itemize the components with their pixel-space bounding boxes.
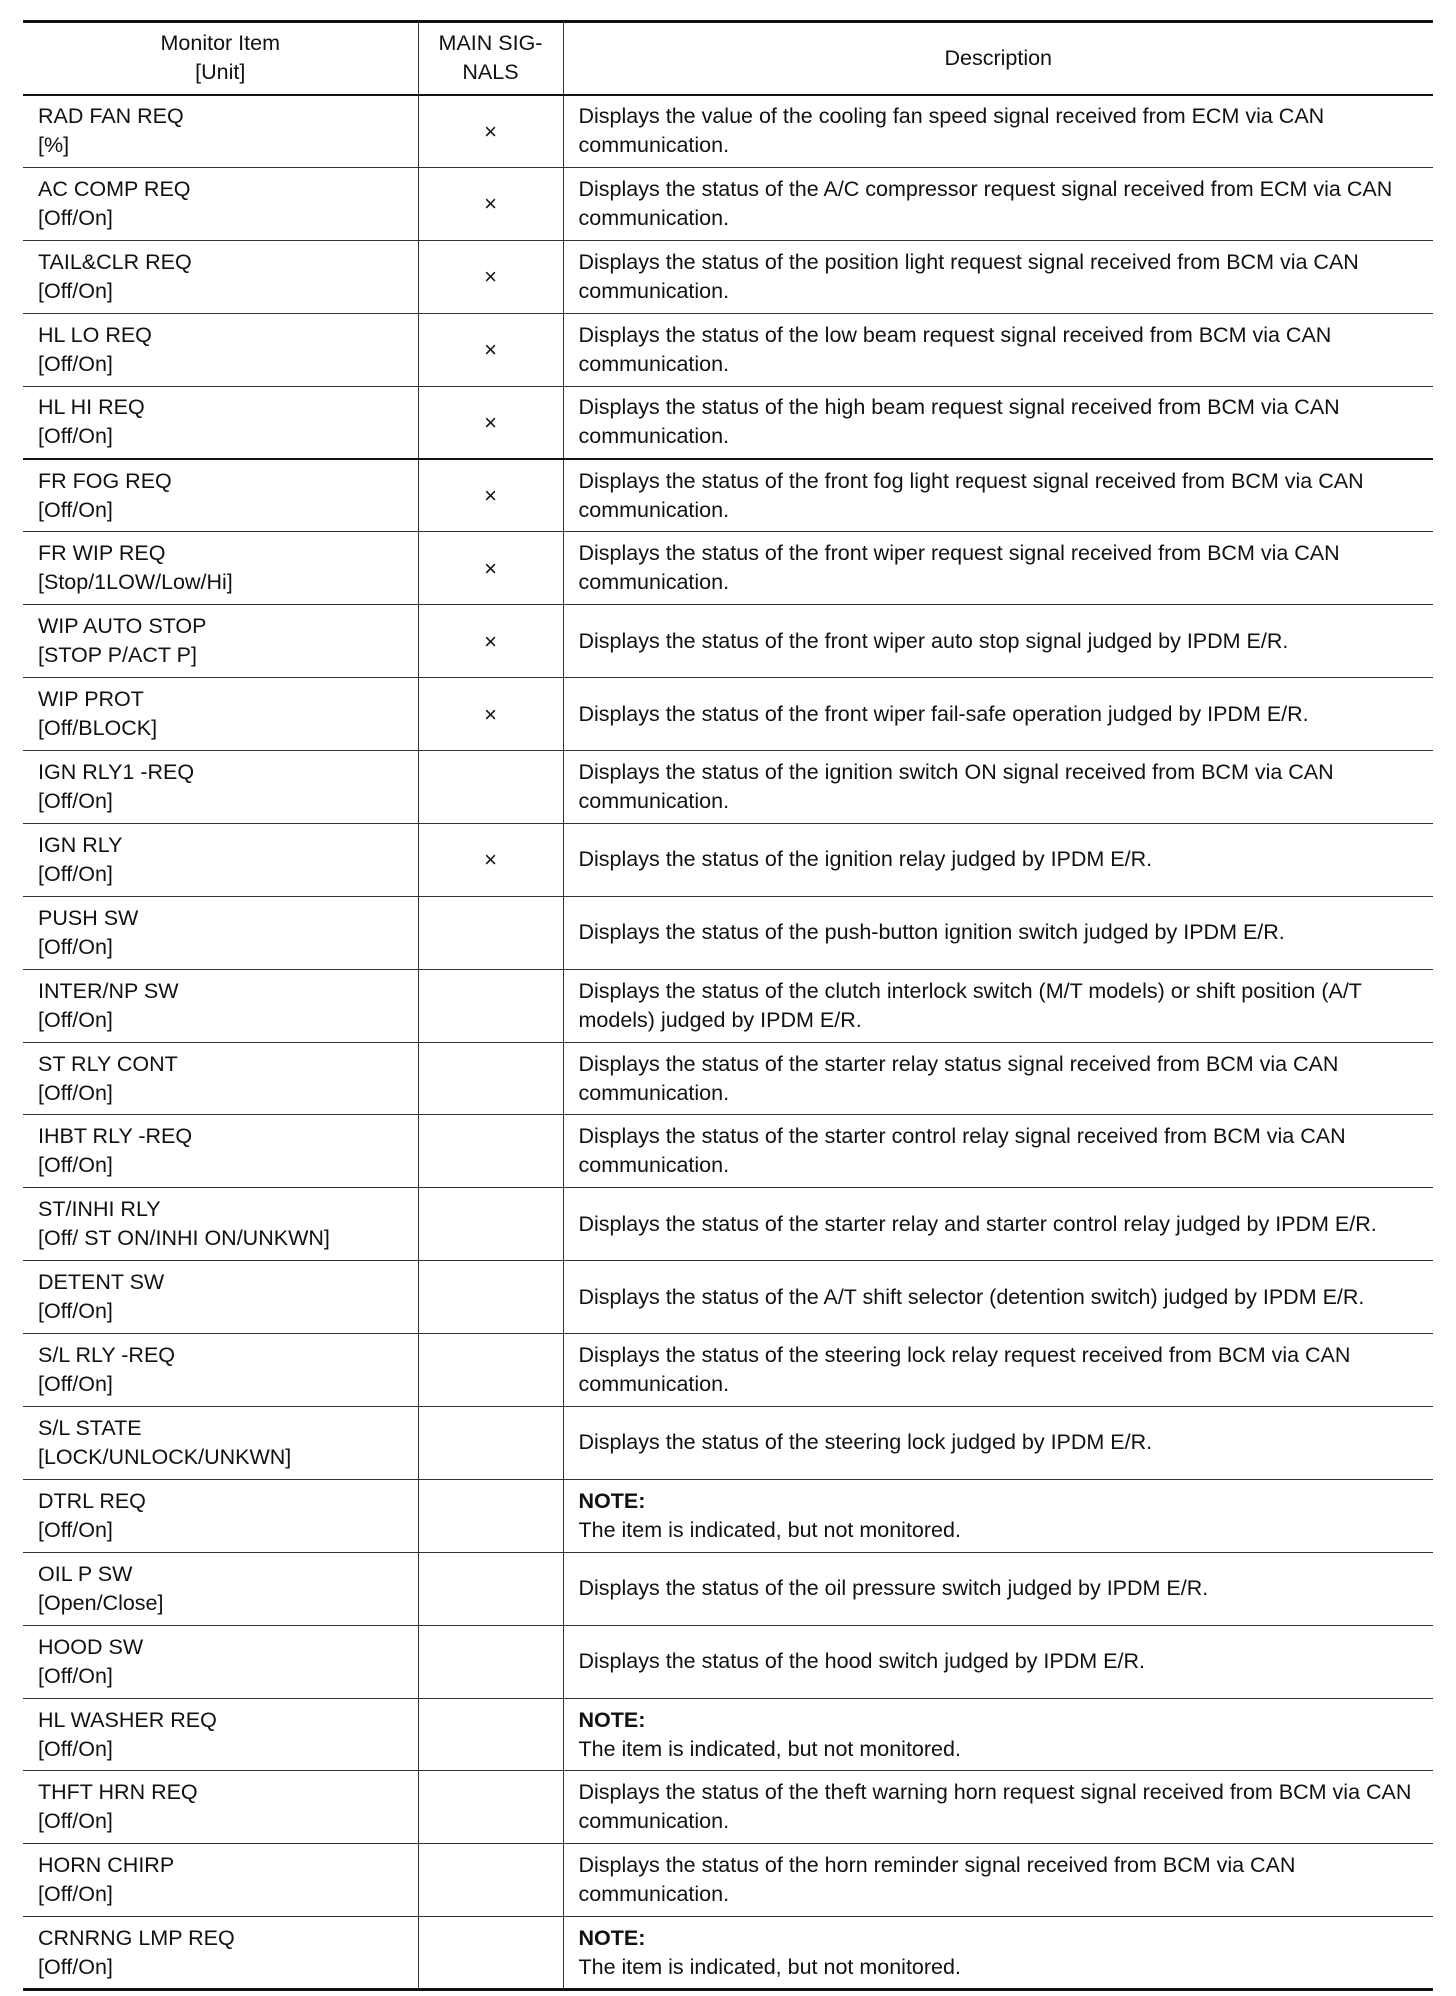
- monitor-item-name: ST RLY CONT: [38, 1051, 178, 1076]
- monitor-item-name: S/L RLY -REQ: [38, 1343, 176, 1368]
- description-text: The item is indicated, but not monitored.: [578, 1736, 961, 1761]
- description-text: Displays the status of the hood switch judged by IPDM E/R.: [578, 1649, 1145, 1674]
- monitor-item-name: INTER/NP SW: [38, 978, 179, 1003]
- monitor-item-cell: [23, 1479, 418, 1552]
- monitor-item-name: HL WASHER REQ: [38, 1707, 217, 1732]
- description-cell: [563, 459, 1433, 532]
- header-main-signals-line1: MAIN SIG-: [438, 31, 543, 56]
- main-signal-mark: [418, 1625, 563, 1698]
- monitor-item-cell: [23, 386, 418, 459]
- description-cell: [563, 1698, 1433, 1771]
- header-monitor-item-line2: [Unit]: [195, 60, 246, 85]
- description-cell: [563, 1334, 1433, 1407]
- main-signal-mark: ×: [418, 532, 563, 605]
- table-row: [23, 969, 1433, 1042]
- monitor-item-name: PUSH SW: [38, 905, 139, 930]
- monitor-item-unit: [Off/On]: [38, 1736, 113, 1761]
- monitor-item-name: DTRL REQ: [38, 1488, 146, 1513]
- description-text: Displays the status of the low beam request signal received from BCM via CAN communication.: [578, 322, 1332, 376]
- monitor-item-cell: [23, 1261, 418, 1334]
- monitor-item-cell: [23, 95, 418, 168]
- note-label: NOTE:: [578, 1925, 646, 1950]
- monitor-item-name: ST/INHI RLY: [38, 1197, 161, 1222]
- monitor-item-page: [23, 20, 1433, 1991]
- description-cell: [563, 1407, 1433, 1480]
- description-text: Displays the status of the steering lock relay request received from BCM via CAN communication.: [578, 1343, 1351, 1397]
- monitor-item-name: OIL P SW: [38, 1561, 133, 1586]
- monitor-item-name: CRNRNG LMP REQ: [38, 1925, 235, 1950]
- table-row: [23, 1115, 1433, 1188]
- monitor-item-cell: [23, 1188, 418, 1261]
- main-signal-mark: ×: [418, 313, 563, 386]
- monitor-item-name: IHBT RLY -REQ: [38, 1124, 193, 1149]
- table-row: [23, 1698, 1433, 1771]
- monitor-item-unit: [Off/On]: [38, 1153, 113, 1178]
- table-row: [23, 1552, 1433, 1625]
- table-row: [23, 823, 1433, 896]
- monitor-item-unit: [Off/On]: [38, 1882, 113, 1907]
- monitor-item-unit: [Off/On]: [38, 278, 113, 303]
- description-text: Displays the status of the push-button ignition switch judged by IPDM E/R.: [578, 920, 1285, 945]
- table-row: [23, 313, 1433, 386]
- table-row: [23, 532, 1433, 605]
- monitor-item-unit: [Off/BLOCK]: [38, 716, 158, 741]
- monitor-item-cell: [23, 751, 418, 824]
- main-signal-mark: [418, 1917, 563, 1990]
- description-text: Displays the status of the oil pressure switch judged by IPDM E/R.: [578, 1576, 1209, 1601]
- description-text: Displays the status of the starter relay and starter control relay judged by IPDM E/R.: [578, 1211, 1377, 1236]
- header-description: Description: [563, 22, 1433, 95]
- main-signal-mark: ×: [418, 459, 563, 532]
- header-monitor-item-line1: Monitor Item: [160, 31, 280, 56]
- monitor-item-name: DETENT SW: [38, 1270, 165, 1295]
- table-row: [23, 386, 1433, 459]
- description-text: The item is indicated, but not monitored.: [578, 1517, 961, 1542]
- monitor-item-cell: [23, 240, 418, 313]
- description-cell: [563, 896, 1433, 969]
- description-text: Displays the status of the starter relay status signal received from BCM via CAN communication.: [578, 1051, 1339, 1105]
- monitor-item-unit: [Off/On]: [38, 497, 113, 522]
- main-signal-mark: [418, 1844, 563, 1917]
- table-header-row: [23, 22, 1433, 95]
- table-row: [23, 1479, 1433, 1552]
- description-text: Displays the status of the front wiper auto stop signal judged by IPDM E/R.: [578, 628, 1289, 653]
- monitor-item-name: IGN RLY1 -REQ: [38, 759, 195, 784]
- main-signal-mark: [418, 896, 563, 969]
- monitor-item-unit: [Off/On]: [38, 1372, 113, 1397]
- description-text: Displays the status of the front wiper fail-safe operation judged by IPDM E/R.: [578, 701, 1309, 726]
- description-text: Displays the status of the A/T shift selector (detention switch) judged by IPDM E/R.: [578, 1284, 1365, 1309]
- monitor-item-unit: [STOP P/ACT P]: [38, 643, 197, 668]
- description-cell: [563, 678, 1433, 751]
- description-cell: [563, 1625, 1433, 1698]
- description-cell: [563, 1552, 1433, 1625]
- main-signal-mark: [418, 1188, 563, 1261]
- monitor-item-cell: [23, 896, 418, 969]
- monitor-item-unit: [Off/On]: [38, 351, 113, 376]
- table-row: [23, 95, 1433, 168]
- main-signal-mark: ×: [418, 386, 563, 459]
- description-text: Displays the status of the front fog light request signal received from BCM via CAN communication.: [578, 468, 1364, 522]
- main-signal-mark: [418, 1115, 563, 1188]
- monitor-item-cell: [23, 1698, 418, 1771]
- note-label: NOTE:: [578, 1488, 646, 1513]
- description-cell: [563, 313, 1433, 386]
- description-text: Displays the status of the ignition relay judged by IPDM E/R.: [578, 847, 1153, 872]
- description-cell: [563, 1844, 1433, 1917]
- description-text: Displays the status of the clutch interlock switch (M/T models) or shift position (A/T models) judged by IPDM E/R.: [578, 978, 1362, 1032]
- monitor-item-unit: [Off/On]: [38, 424, 113, 449]
- monitor-item-unit: [Off/On]: [38, 1809, 113, 1834]
- monitor-item-cell: [23, 313, 418, 386]
- monitor-item-cell: [23, 678, 418, 751]
- main-signal-mark: [418, 1698, 563, 1771]
- monitor-item-name: RAD FAN REQ: [38, 104, 184, 129]
- main-signal-mark: ×: [418, 678, 563, 751]
- monitor-item-cell: [23, 459, 418, 532]
- monitor-item-cell: [23, 1334, 418, 1407]
- description-cell: [563, 386, 1433, 459]
- table-row: [23, 1042, 1433, 1115]
- description-text: Displays the status of the starter control relay signal received from BCM via CAN communication.: [578, 1124, 1346, 1178]
- monitor-item-unit: [LOCK/UNLOCK/UNKWN]: [38, 1444, 292, 1469]
- main-signal-mark: ×: [418, 167, 563, 240]
- description-text: Displays the value of the cooling fan speed signal received from ECM via CAN communication.: [578, 104, 1325, 158]
- monitor-item-unit: [Off/ ST ON/INHI ON/UNKWN]: [38, 1226, 330, 1251]
- description-text: Displays the status of the high beam request signal received from BCM via CAN communication.: [578, 395, 1340, 449]
- monitor-item-cell: [23, 1917, 418, 1990]
- main-signal-mark: [418, 1771, 563, 1844]
- main-signal-mark: [418, 751, 563, 824]
- description-text: Displays the status of the A/C compressor request signal received from ECM via CAN communication.: [578, 176, 1393, 230]
- description-cell: [563, 751, 1433, 824]
- monitor-item-name: S/L STATE: [38, 1415, 142, 1440]
- monitor-item-name: WIP PROT: [38, 687, 144, 712]
- description-text: Displays the status of the position light request signal received from BCM via CAN communication.: [578, 249, 1359, 303]
- header-main-signals-line2: NALS: [462, 60, 519, 85]
- monitor-item-cell: [23, 1771, 418, 1844]
- monitor-item-name: FR WIP REQ: [38, 541, 166, 566]
- description-cell: [563, 95, 1433, 168]
- description-cell: [563, 1188, 1433, 1261]
- monitor-item-name: HORN CHIRP: [38, 1853, 175, 1878]
- monitor-item-cell: [23, 1042, 418, 1115]
- description-cell: [563, 167, 1433, 240]
- monitor-item-name: FR FOG REQ: [38, 468, 172, 493]
- monitor-item-unit: [Off/On]: [38, 861, 113, 886]
- description-cell: [563, 1917, 1433, 1990]
- table-row: [23, 167, 1433, 240]
- monitor-item-unit: [Off/On]: [38, 1954, 113, 1979]
- monitor-item-name: HL HI REQ: [38, 395, 145, 420]
- description-text: Displays the status of the horn reminder signal received from BCM via CAN communication.: [578, 1853, 1296, 1907]
- description-text: The item is indicated, but not monitored.: [578, 1954, 961, 1979]
- description-text: Displays the status of the theft warning horn request signal received from BCM via CAN communication.: [578, 1780, 1412, 1834]
- main-signal-mark: [418, 1552, 563, 1625]
- table-row: [23, 1844, 1433, 1917]
- main-signal-mark: ×: [418, 823, 563, 896]
- monitor-item-cell: [23, 1552, 418, 1625]
- table-row: [23, 459, 1433, 532]
- main-signal-mark: ×: [418, 605, 563, 678]
- note-label: NOTE:: [578, 1707, 646, 1732]
- main-signal-mark: [418, 1042, 563, 1115]
- table-row: [23, 1334, 1433, 1407]
- monitor-item-unit: [Off/On]: [38, 1517, 113, 1542]
- monitor-item-cell: [23, 605, 418, 678]
- monitor-item-name: AC COMP REQ: [38, 176, 191, 201]
- main-signal-mark: [418, 969, 563, 1042]
- monitor-item-unit: [Open/Close]: [38, 1590, 164, 1615]
- description-cell: [563, 1115, 1433, 1188]
- monitor-item-unit: [%]: [38, 133, 70, 158]
- table-row: [23, 1917, 1433, 1990]
- table-row: [23, 1261, 1433, 1334]
- description-cell: [563, 1261, 1433, 1334]
- monitor-item-cell: [23, 969, 418, 1042]
- monitor-item-unit: [Stop/1LOW/Low/Hi]: [38, 570, 233, 595]
- header-main-signals: [418, 22, 563, 95]
- description-cell: [563, 532, 1433, 605]
- monitor-item-table: [23, 20, 1433, 1991]
- main-signal-mark: [418, 1407, 563, 1480]
- table-row: [23, 751, 1433, 824]
- monitor-item-unit: [Off/On]: [38, 1080, 113, 1105]
- monitor-item-cell: [23, 1115, 418, 1188]
- description-cell: [563, 240, 1433, 313]
- table-row: [23, 896, 1433, 969]
- monitor-item-name: WIP AUTO STOP: [38, 614, 207, 639]
- monitor-item-cell: [23, 167, 418, 240]
- table-row: [23, 1771, 1433, 1844]
- monitor-item-unit: [Off/On]: [38, 1663, 113, 1688]
- monitor-item-unit: [Off/On]: [38, 1007, 113, 1032]
- monitor-item-cell: [23, 1407, 418, 1480]
- table-row: [23, 240, 1433, 313]
- main-signal-mark: ×: [418, 95, 563, 168]
- description-text: Displays the status of the front wiper request signal received from BCM via CAN communication.: [578, 541, 1340, 595]
- main-signal-mark: ×: [418, 240, 563, 313]
- monitor-item-name: HOOD SW: [38, 1634, 144, 1659]
- table-row: [23, 1407, 1433, 1480]
- monitor-item-cell: [23, 532, 418, 605]
- table-row: [23, 1625, 1433, 1698]
- description-text: Displays the status of the ignition switch ON signal received from BCM via CAN communication.: [578, 759, 1334, 813]
- monitor-item-cell: [23, 1625, 418, 1698]
- monitor-item-name: HL LO REQ: [38, 322, 152, 347]
- description-cell: [563, 605, 1433, 678]
- description-cell: [563, 969, 1433, 1042]
- table-body: [23, 95, 1433, 1990]
- monitor-item-name: IGN RLY: [38, 832, 123, 857]
- main-signal-mark: [418, 1479, 563, 1552]
- main-signal-mark: [418, 1334, 563, 1407]
- monitor-item-unit: [Off/On]: [38, 788, 113, 813]
- description-cell: [563, 1042, 1433, 1115]
- header-monitor-item: [23, 22, 418, 95]
- monitor-item-unit: [Off/On]: [38, 205, 113, 230]
- main-signal-mark: [418, 1261, 563, 1334]
- monitor-item-unit: [Off/On]: [38, 1299, 113, 1324]
- table-row: [23, 605, 1433, 678]
- table-row: [23, 678, 1433, 751]
- monitor-item-name: THFT HRN REQ: [38, 1780, 198, 1805]
- description-cell: [563, 1771, 1433, 1844]
- monitor-item-name: TAIL&CLR REQ: [38, 249, 192, 274]
- description-text: Displays the status of the steering lock judged by IPDM E/R.: [578, 1430, 1153, 1455]
- description-cell: [563, 1479, 1433, 1552]
- monitor-item-cell: [23, 823, 418, 896]
- monitor-item-unit: [Off/On]: [38, 934, 113, 959]
- description-cell: [563, 823, 1433, 896]
- monitor-item-cell: [23, 1844, 418, 1917]
- table-row: [23, 1188, 1433, 1261]
